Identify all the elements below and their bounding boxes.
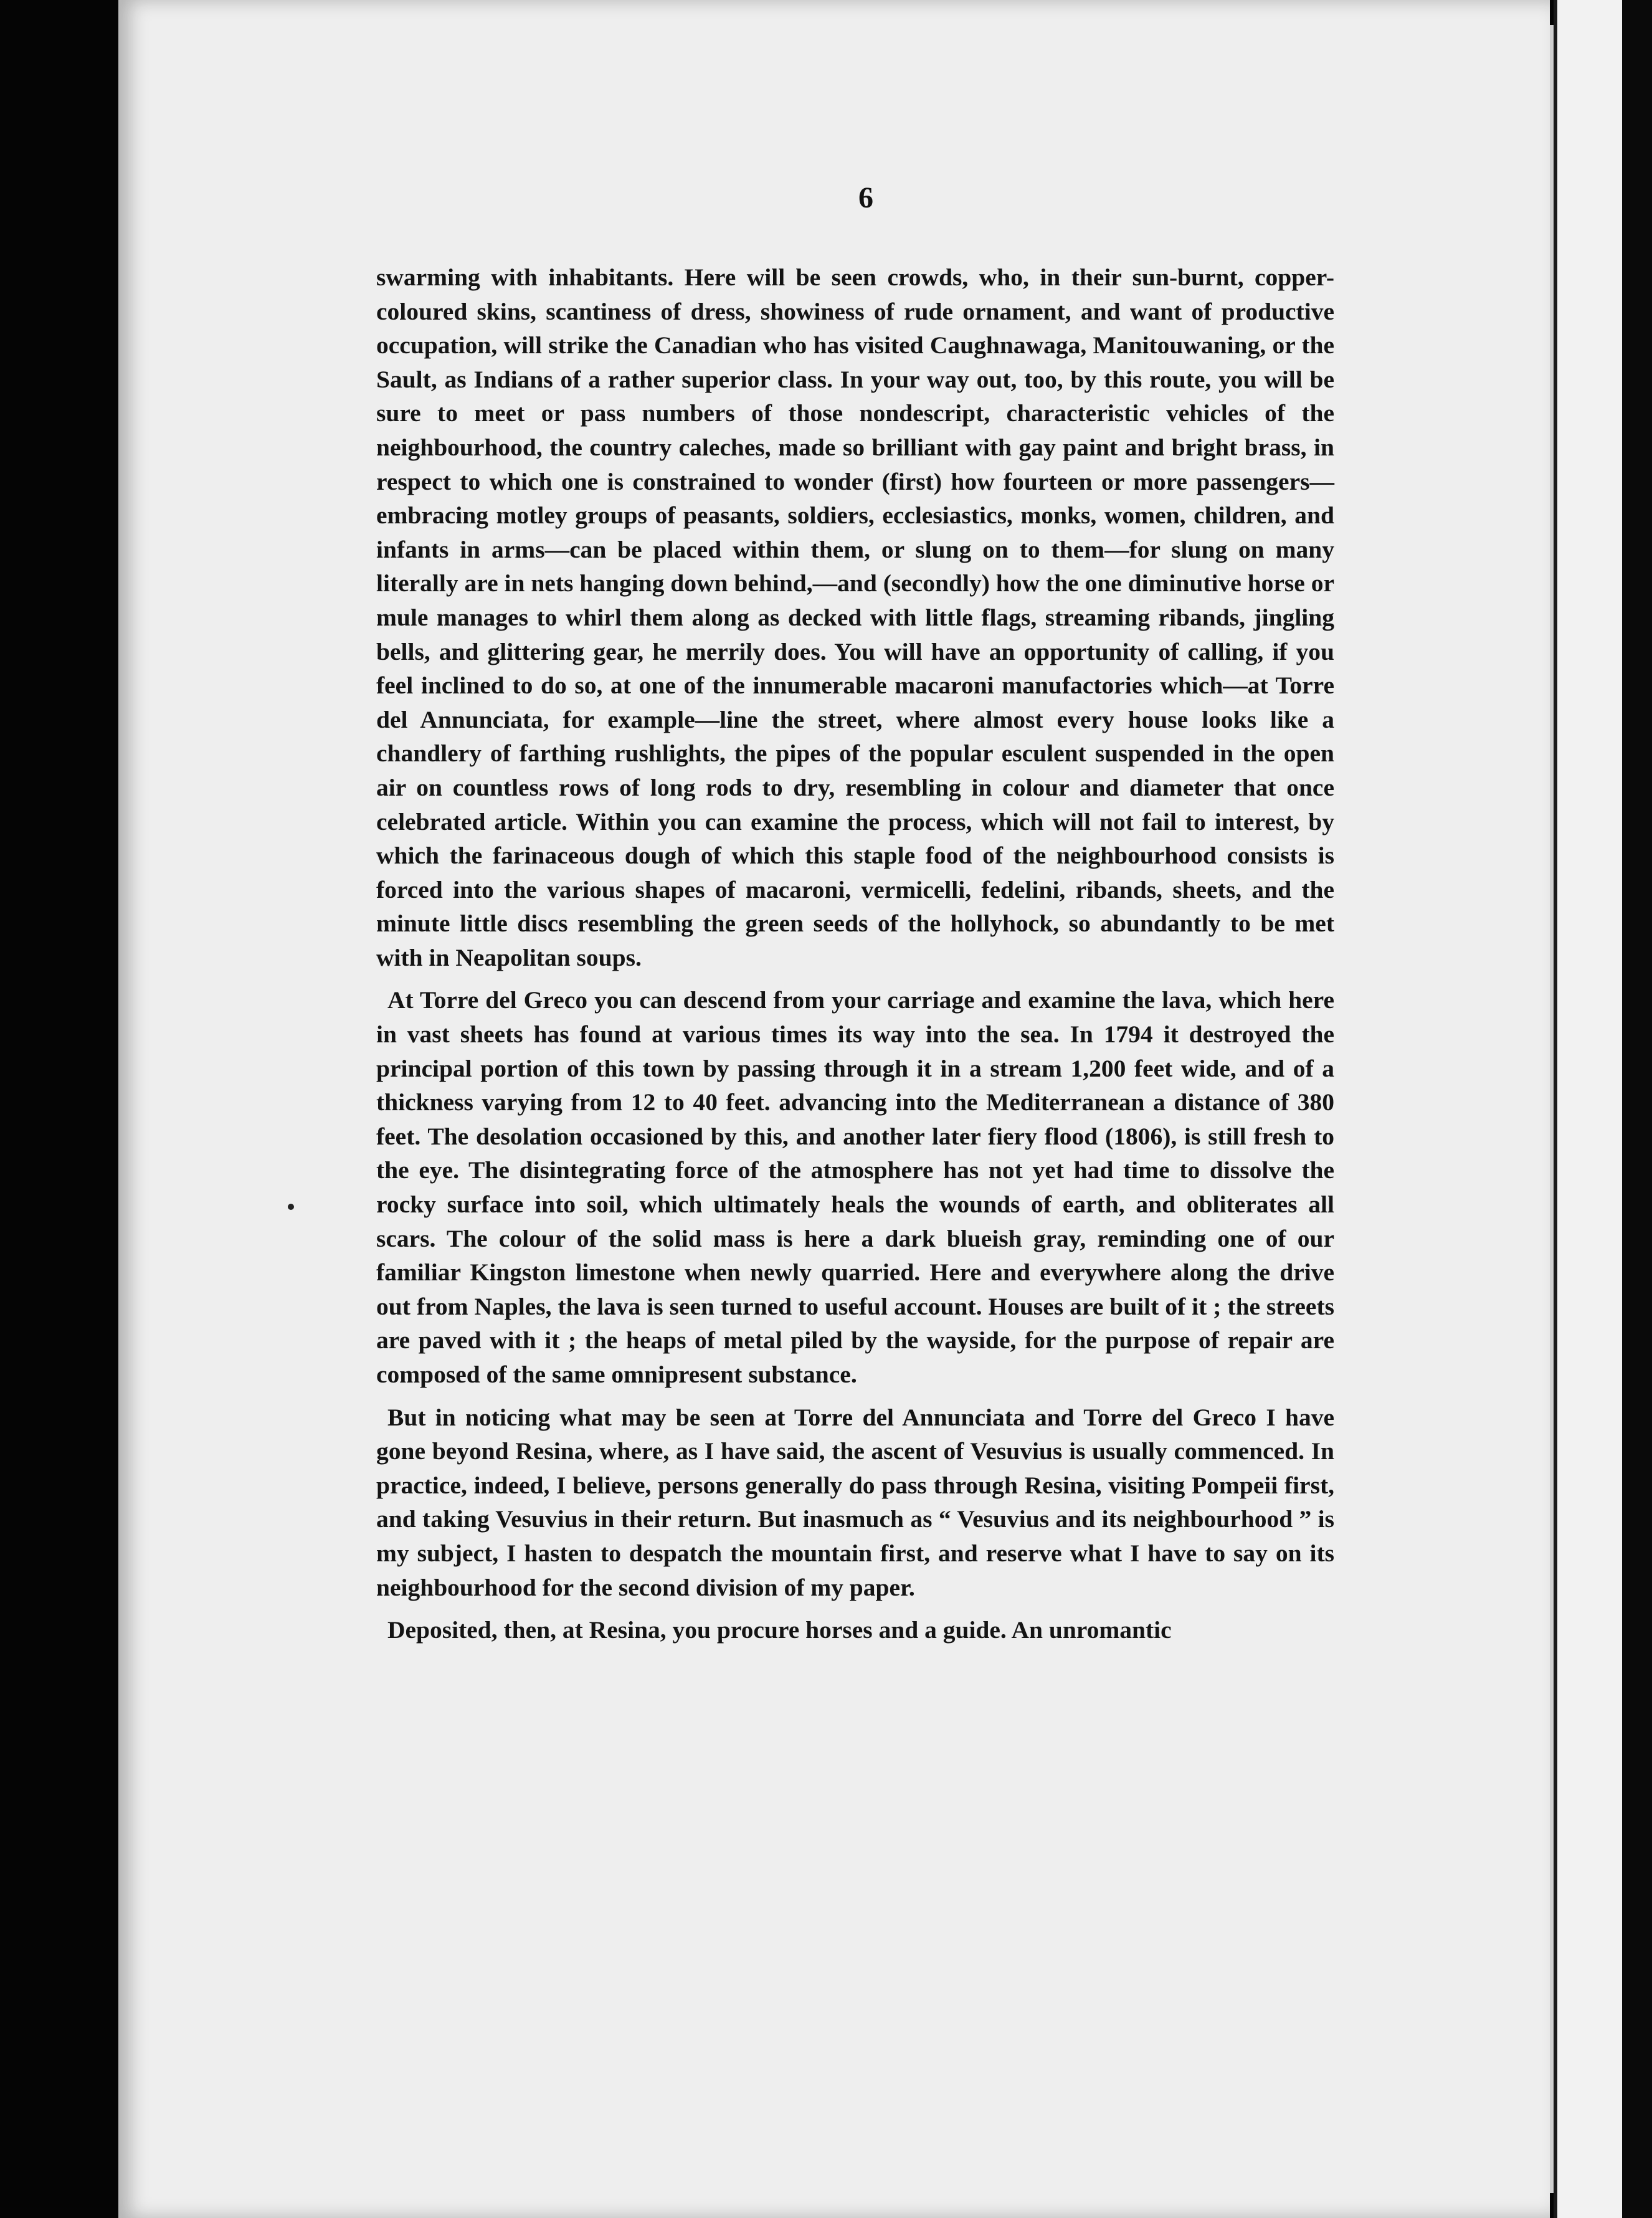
paragraph-4: Deposited, then, at Resina, you procure horses and a guide. An unromantic <box>387 1616 1172 1644</box>
paragraph-2: At Torre del Greco you can descend from your carriage and examine the lava, which here in vast sheets has found at various times its way into the sea. In 1794 it destroyed the principal portion of this town by passing through it in a stream 1,200 feet wide, and of a thickness varying from 12 to 40 feet. advancing into the Mediterranean a distance of 380 feet. The desolation occasioned by this, and another later fiery flood (1806), is still fresh to the eye. The disintegrating force of the atmosphere has not yet had time to dissolve the rocky surface into soil, which ultimately heals the wounds of earth, and obliterates all scars. The colour of the solid mass is here a dark blueish gray, reminding one of our familiar Kingston limestone when newly quarried. Here and everywhere along the drive out from Naples, the lava is seen turned to useful account. Houses are built of it ; the streets are paved with it ; the heaps of metal piled by the wayside, for the purpose of repair are composed of the same omnipresent substance. <box>376 986 1334 1388</box>
stray-ink-mark <box>288 1204 294 1210</box>
paragraph-3: But in noticing what may be seen at Torre del Annunciata and Torre del Greco I have gone beyond Resina, where, as I have said, the ascent of Vesuvius is usually commenced. In practice, indeed, I believe, persons generally do pass through Resina, visiting Pompeii first, and taking Vesuvius in their return. But inasmuch as “ Vesuvius and its neighbourhood ” is my subject, I hasten to despatch the mountain first, and reserve what I have to say on its neighbourhood for the second division of my paper. <box>376 1403 1334 1601</box>
adjacent-page-strip <box>1554 0 1626 2218</box>
page-number: 6 <box>858 181 873 214</box>
body-text <box>376 260 1334 1647</box>
scan-border <box>1622 0 1652 2218</box>
paragraph-1: swarming with inhabitants. Here will be seen crowds, who, in their sun-burnt, copper-coloured skins, scantiness of dress, showiness of rude ornament, and want of productive occupation, will strike the Canadian who has visited Caughnawaga, Manitouwaning, or the Sault, as Indians of a rather superior class. In your way out, too, by this route, you will be sure to meet or pass numbers of those nondescript, characteristic vehicles of the neighbourhood, the country caleches, made so brilliant with gay paint and bright brass, in respect to which one is constrained to wonder (first) how fourteen or more passengers—embracing motley groups of peasants, soldiers, ecclesiastics, monks, women, children, and infants in arms—can be placed within them, or slung on to them—for slung on many literally are in nets hanging down behind,—and (secondly) how the one diminutive horse or mule manages to whirl them along as decked with little flags, streaming ribands, jingling bells, and glittering gear, he merrily does. You will have an opportunity of calling, if you feel inclined to do so, at one of the innumerable macaroni manufactories which—at Torre del Annunciata, for example—line the street, where almost every house looks like a chandlery of farthing rushlights, the pipes of the popular esculent suspended in the open air on countless rows of long rods to dry, resembling in colour and diameter that once celebrated article. Within you can examine the process, which will not fail to interest, by which the farinaceous dough of which this staple food of the neighbourhood consists is forced into the various shapes of macaroni, vermicelli, fedelini, ribands, sheets, and the minute little discs resembling the green seeds of the hollyhock, so abundantly to be met with in Neapolitan soups. <box>376 264 1334 971</box>
